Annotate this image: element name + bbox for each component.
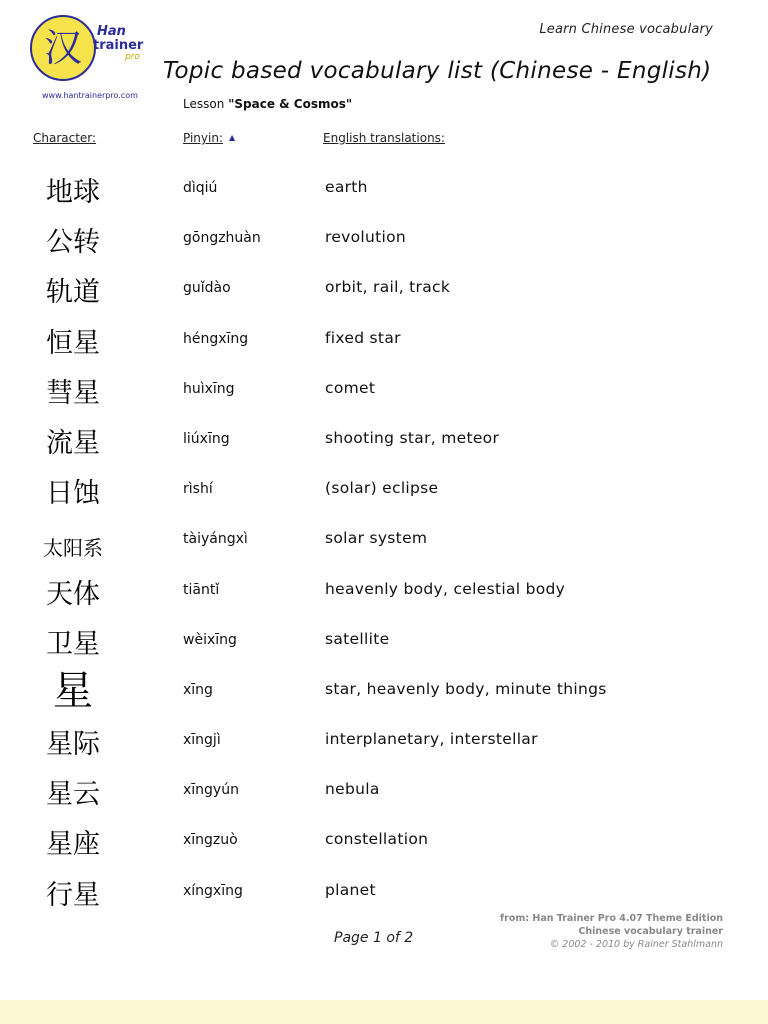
header-tagline: Learn Chinese vocabulary: [539, 22, 713, 37]
vocab-character: 彗星: [46, 377, 100, 409]
vocab-pinyin: dìqiú: [183, 180, 218, 196]
vocab-english: heavenly body, celestial body: [325, 579, 566, 598]
vocab-english: interplanetary, interstellar: [325, 730, 538, 749]
vocab-row: [0, 369, 768, 419]
vocab-row: [0, 620, 768, 670]
vocab-english: constellation: [325, 830, 429, 849]
vocab-english: nebula: [325, 780, 380, 799]
vocab-english: fixed star: [325, 328, 401, 347]
vocab-pinyin: liúxīng: [183, 430, 230, 447]
lesson-prefix: Lesson: [183, 97, 225, 111]
lesson-name: "Space & Cosmos": [228, 97, 353, 111]
vocab-character: 流星: [46, 427, 100, 459]
bottom-band: [0, 1000, 768, 1024]
logo-text-pro: pro: [125, 52, 140, 62]
vocab-row: [0, 218, 768, 268]
vocab-pinyin: xíngxīng: [183, 882, 243, 899]
footer-credit: [500, 912, 723, 951]
vocab-english: shooting star, meteor: [325, 428, 500, 447]
vocab-row: [0, 469, 768, 519]
vocab-pinyin: rìshí: [183, 481, 213, 498]
logo-url: www.hantrainerpro.com: [42, 91, 138, 100]
vocab-english: star, heavenly body, minute things: [325, 679, 607, 698]
column-header-pinyin-label: Pinyin:: [183, 131, 223, 145]
vocab-english: planet: [325, 880, 376, 899]
vocab-character: 行星: [46, 879, 100, 911]
vocab-row: [0, 419, 768, 469]
vocab-english: revolution: [325, 228, 407, 247]
vocab-character: 卫星: [46, 628, 100, 660]
vocab-row: [0, 570, 768, 620]
page-number: Page 1 of 2: [334, 930, 414, 946]
credit-copyright: © 2002 - 2010 by Rainer Stahlmann: [549, 939, 723, 950]
vocab-pinyin: tàiyángxì: [183, 531, 248, 548]
logo-han-icon: 汉: [30, 15, 96, 81]
vocab-english: (solar) eclipse: [325, 479, 439, 498]
logo-text-trainer: trainer: [93, 38, 144, 53]
vocab-character: 星云: [46, 779, 100, 811]
vocab-row: [0, 519, 768, 569]
vocab-english: comet: [325, 378, 376, 397]
credit-subtitle: Chinese vocabulary trainer: [578, 926, 723, 937]
sort-ascending-icon: ▲: [229, 133, 236, 142]
vocabulary-list: [0, 168, 768, 921]
vocab-pinyin: héngxīng: [183, 330, 249, 347]
vocab-english: satellite: [325, 629, 390, 648]
vocab-character: 星: [53, 667, 93, 714]
vocab-character: 星座: [46, 829, 100, 861]
vocab-character: 太阳系: [43, 536, 103, 561]
vocab-character: 恒星: [46, 327, 100, 359]
vocab-character: 地球: [46, 177, 100, 208]
credit-source: from: Han Trainer Pro 4.07 Theme Edition: [500, 913, 723, 924]
column-header-character[interactable]: Character:: [33, 131, 97, 145]
column-header-english[interactable]: English translations:: [323, 131, 445, 145]
column-header-pinyin[interactable]: [183, 131, 235, 145]
vocab-character: 轨道: [46, 277, 100, 309]
vocab-pinyin: guǐdào: [183, 280, 231, 297]
vocab-row: [0, 268, 768, 318]
vocab-row: [0, 319, 768, 369]
lesson-line: [183, 97, 352, 111]
vocab-pinyin: xīngyún: [183, 782, 239, 799]
vocab-pinyin: tiāntǐ: [183, 581, 220, 598]
vocab-english: solar system: [325, 529, 428, 548]
vocab-row: [0, 820, 768, 870]
vocab-row: [0, 770, 768, 820]
vocab-row: [0, 667, 768, 720]
vocab-pinyin: xīngzuò: [183, 832, 238, 849]
vocab-row: [0, 720, 768, 770]
vocab-pinyin: xīng: [183, 681, 213, 698]
vocab-character: 星际: [46, 729, 100, 761]
vocab-pinyin: huìxīng: [183, 380, 235, 397]
logo-text-han: Han: [97, 24, 126, 39]
vocab-english: orbit, rail, track: [325, 278, 451, 297]
vocab-pinyin: wèixīng: [183, 631, 237, 648]
vocab-character: 天体: [46, 578, 100, 610]
vocab-pinyin: gōngzhuàn: [183, 230, 261, 247]
page-title: Topic based vocabulary list (Chinese - English): [163, 58, 712, 84]
vocab-pinyin: xīngjì: [183, 732, 221, 749]
vocab-character: 日蚀: [46, 478, 100, 510]
vocab-row: [0, 168, 768, 218]
han-trainer-logo: [30, 15, 144, 105]
vocab-english: earth: [325, 178, 368, 196]
vocab-character: 公转: [46, 227, 100, 259]
